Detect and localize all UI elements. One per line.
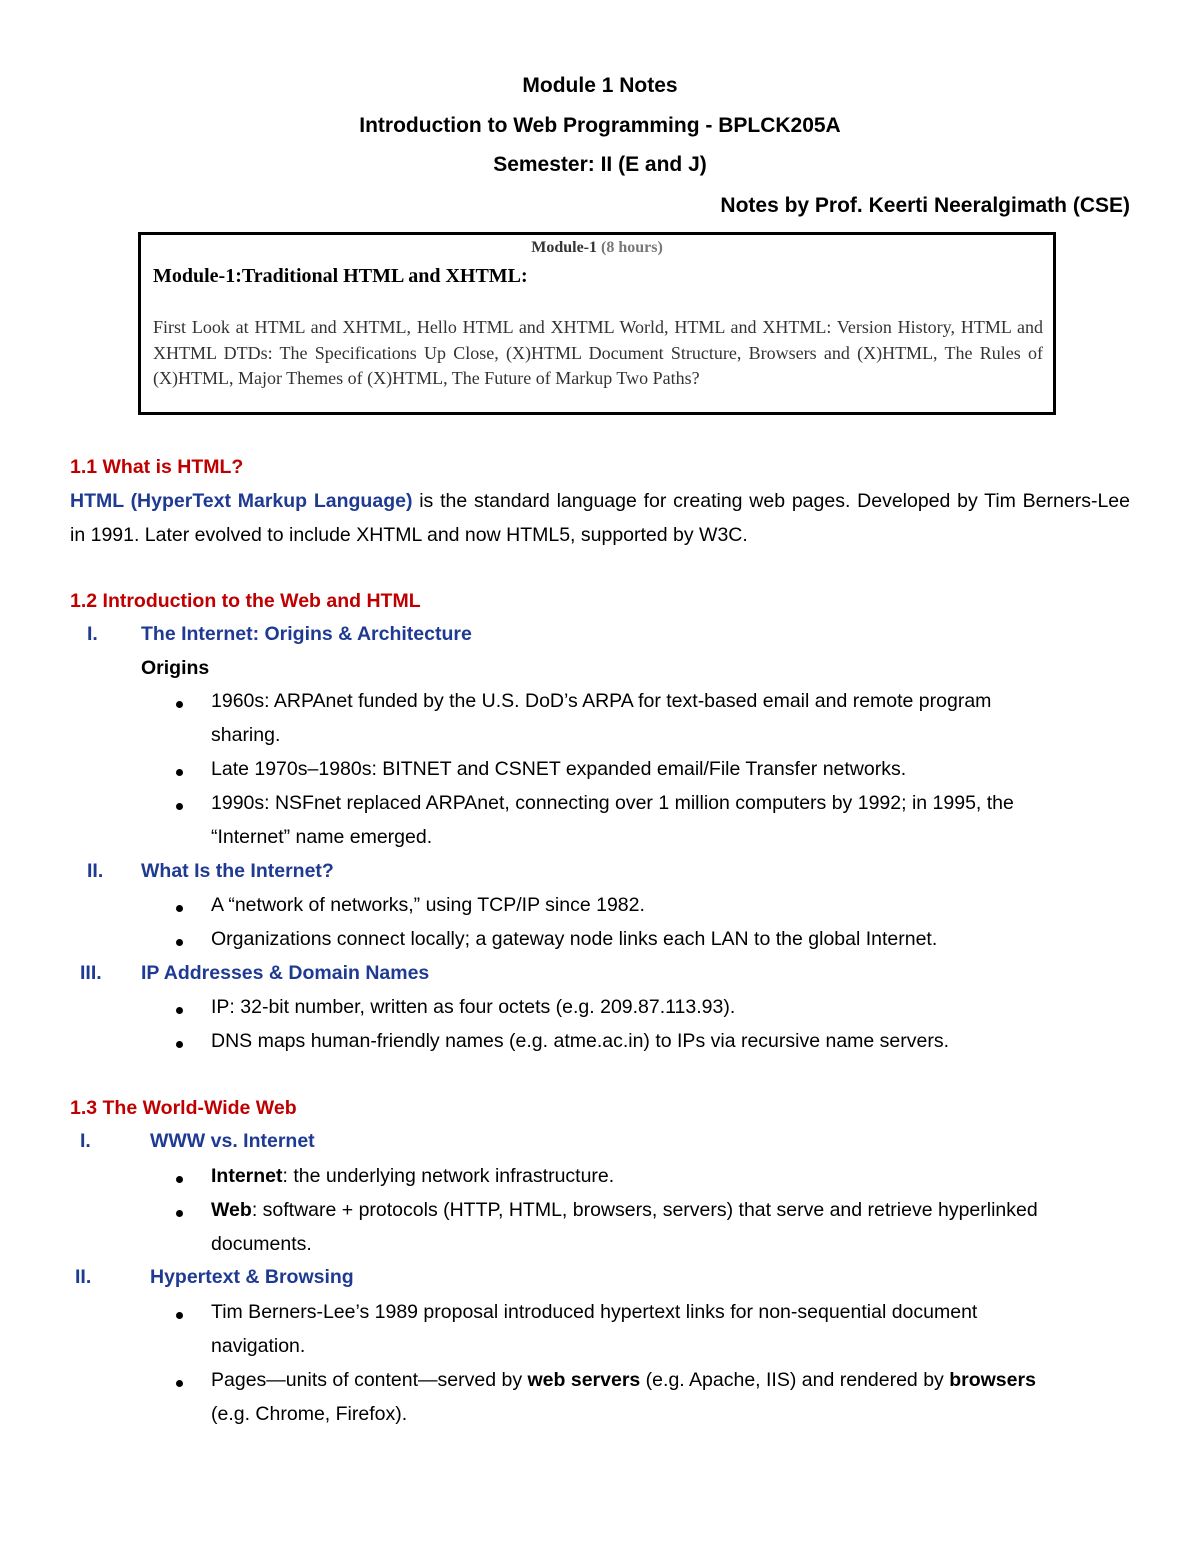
bullet-icon — [176, 1312, 183, 1319]
bullet-network-of-networks: A “network of networks,” using TCP/IP since 1982. — [211, 894, 645, 916]
syllabus-module-label: Module-1 (8 hours) — [531, 239, 663, 256]
bullet-icon — [176, 939, 183, 946]
bullet-icon — [176, 803, 183, 810]
bullet-icon — [176, 1380, 183, 1387]
bullet-icon — [176, 1210, 183, 1217]
bullet-web-def-cont: documents. — [211, 1233, 312, 1255]
syllabus-body: First Look at HTML and XHTML, Hello HTML and XHTML World, HTML and XHTML: Version History, HTML and XHTML DTDs: The Specifications Up Close, (X)HTML Document Structure, Browsers and (X)HTML, The Rules of (X)HTML, Major Themes of (X)HTML, The Future of Markup Two Paths? — [153, 317, 1043, 388]
bullet-nsfnet-cont: “Internet” name emerged. — [211, 826, 433, 848]
bullet-internet-def: Internet: the underlying network infrastructure. — [211, 1165, 615, 1187]
syllabus-heading: Module-1:Traditional HTML and XHTML: — [153, 265, 528, 287]
subheading-what-is-internet: What Is the Internet? — [141, 860, 334, 882]
html-term: HTML (HyperText Markup Language) — [70, 490, 413, 512]
roman-numeral: III. — [80, 962, 102, 984]
bullet-web-def: Web: software + protocols (HTTP, HTML, browsers, servers) that serve and retrieve hyperlinked — [211, 1199, 1038, 1221]
bullet-icon — [176, 905, 183, 912]
bullet-arpanet: 1960s: ARPAnet funded by the U.S. DoD’s ARPA for text-based email and remote program — [211, 690, 992, 712]
section-1-2-heading: 1.2 Introduction to the Web and HTML — [70, 590, 421, 612]
section-1-1-heading: 1.1 What is HTML? — [70, 456, 244, 478]
roman-numeral: II. — [75, 1266, 92, 1288]
bullet-ip: IP: 32-bit number, written as four octets (e.g. 209.87.113.93). — [211, 996, 736, 1018]
bullet-gateway: Organizations connect locally; a gateway node links each LAN to the global Internet. — [211, 928, 938, 950]
bullet-nsfnet: 1990s: NSFnet replaced ARPAnet, connecting over 1 million computers by 1992; in 1995, the — [211, 792, 1014, 814]
bullet-dns: DNS maps human-friendly names (e.g. atme.ac.in) to IPs via recursive name servers. — [211, 1030, 950, 1052]
course-title: Introduction to Web Programming - BPLCK205A — [359, 114, 841, 137]
roman-numeral: I. — [80, 1130, 91, 1152]
subheading-www-vs-internet: WWW vs. Internet — [150, 1130, 315, 1152]
section-1-3-heading: 1.3 The World-Wide Web — [70, 1097, 297, 1119]
roman-numeral: I. — [87, 623, 98, 645]
semester: Semester: II (E and J) — [493, 153, 707, 176]
bullet-hypertext-proposal-cont: navigation. — [211, 1335, 306, 1357]
bullet-icon — [176, 1007, 183, 1014]
syllabus-box — [138, 232, 1056, 415]
bullet-icon — [176, 1041, 183, 1048]
bullet-arpanet-cont: sharing. — [211, 724, 281, 746]
roman-numeral: II. — [87, 860, 104, 882]
bullet-hypertext-proposal: Tim Berners-Lee’s 1989 proposal introduced hypertext links for non-sequential document — [211, 1301, 978, 1323]
subheading-internet-origins: The Internet: Origins & Architecture — [141, 623, 472, 645]
origins-label: Origins — [141, 657, 210, 679]
bullet-bitnet: Late 1970s–1980s: BITNET and CSNET expanded email/File Transfer networks. — [211, 758, 907, 780]
bullet-icon — [176, 701, 183, 708]
section-1-1-paragraph: HTML (HyperText Markup Language) is the standard language for creating web pages. Developed by Tim Berners-Lee in 1991. Later evolved to include XHTML and now HTML5, supported by W3C. — [70, 490, 1130, 546]
bullet-icon — [176, 769, 183, 776]
bullet-pages-cont: (e.g. Chrome, Firefox). — [211, 1403, 408, 1425]
author-line: Notes by Prof. Keerti Neeralgimath (CSE) — [720, 194, 1130, 217]
bullet-icon — [176, 1176, 183, 1183]
doc-title: Module 1 Notes — [522, 74, 678, 97]
subheading-ip-addresses: IP Addresses & Domain Names — [141, 962, 430, 984]
subheading-hypertext: Hypertext & Browsing — [150, 1266, 354, 1288]
bullet-pages: Pages—units of content—served by web servers (e.g. Apache, IIS) and rendered by browsers — [211, 1369, 1036, 1391]
